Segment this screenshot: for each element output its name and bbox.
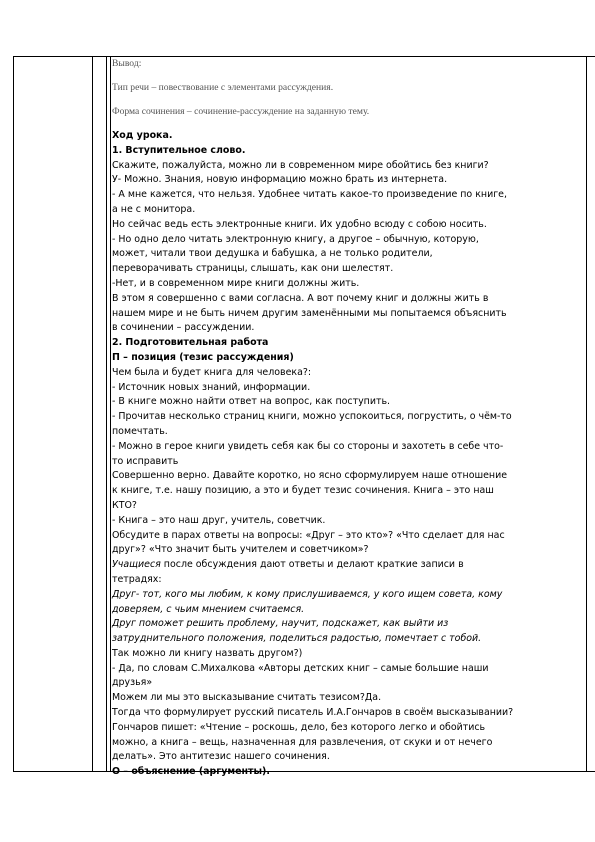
column-divider-1 — [92, 56, 93, 772]
text-line: друзья» — [112, 677, 153, 689]
intro-line: Форма сочинения – сочинение-рассуждение на заданную тему. — [112, 106, 370, 117]
text-span: после обсуждения дают ответы и делают краткие записи в — [160, 559, 464, 571]
text-line: - Источник новых знаний, информации. — [112, 381, 311, 393]
column-divider-4 — [586, 56, 587, 772]
text-line: нашем мире и не быть ничем другим заменёнными мы попытаемся объяснить — [112, 307, 507, 319]
text-line: а не с монитора. — [112, 203, 196, 215]
column-divider-3 — [110, 56, 111, 772]
text-line: - Книга – это наш друг, учитель, советчик. — [112, 514, 326, 526]
table-left-border — [13, 56, 14, 772]
text-line: Друг- тот, кого мы любим, к кому прислушиваемся, у кого ищем совета, кому — [112, 588, 503, 600]
text-line: - А мне кажется, что нельзя. Удобнее читать какое-то произведение по книге, — [112, 189, 507, 201]
text-line: доверяем, с чьим мнением считаемся. — [112, 603, 305, 615]
lesson-text — [112, 129, 582, 780]
text-line: У- Можно. Знания, новую информацию можно брать из интернета. — [112, 174, 448, 186]
text-line: -Нет, и в современном мире книги должны жить. — [112, 277, 360, 289]
text-line: тетрадях: — [112, 573, 162, 585]
text-line: - Прочитав несколько страниц книги, можно успокоиться, погрустить, о чём-то — [112, 411, 512, 423]
text-line: переворачивать страницы, слышать, как они шелестят. — [112, 263, 394, 275]
text-line: затруднительного положения, поделиться радостью, помечтает с тобой. — [112, 633, 482, 645]
text-line: В этом я совершенно с вами согласна. А вот почему книг и должны жить в — [112, 292, 489, 304]
text-line: - Да, по словам С.Михалкова «Авторы детских книг – самые большие наши — [112, 662, 489, 674]
text-line: в сочинении – рассуждении. — [112, 322, 255, 334]
text-line: Ход урока. — [112, 130, 173, 141]
text-line: КТО? — [112, 499, 137, 511]
text-line: П – позиция (тезис рассуждения) — [112, 351, 294, 363]
text-line: помечтать. — [112, 425, 168, 437]
text-line: можно, а книга – вещь, назначенная для развлечения, от скуки и от нечего — [112, 736, 493, 748]
text-line: делать». Это антитезис нашего сочинения. — [112, 751, 330, 763]
text-line: Обсудите в парах ответы на вопросы: «Друг – это кто»? «Что сделает для нас — [112, 529, 505, 541]
text-line: может, читали твои дедушка и бабушка, а не только родители, — [112, 248, 433, 260]
text-line: - Но одно дело читать электронную книгу, а другое – обычную, которую, — [112, 233, 479, 245]
text-line: Можем ли мы это высказывание считать тезисом?Да. — [112, 692, 382, 704]
text-line: Но сейчас ведь есть электронные книги. Их удобно всюду с собою носить. — [112, 218, 487, 230]
column-divider-2 — [106, 56, 107, 772]
text-line: к книге, т.е. нашу позицию, а это и будет тезис сочинения. Книга – это наш — [112, 485, 494, 497]
text-line: - В книге можно найти ответ на вопрос, как поступить. — [112, 396, 391, 408]
text-line: Чем была и будет книга для человека?: — [112, 366, 312, 378]
text-line: Так можно ли книгу назвать другом?) — [112, 647, 303, 659]
intro-line: Тип речи – повествование с элементами рассуждения. — [112, 82, 334, 93]
text-line: Друг поможет решить проблему, научит, подскажет, как выйти из — [112, 618, 449, 630]
text-line: то исправить — [112, 455, 179, 467]
text-span: Учащиеся — [112, 559, 161, 571]
lesson-content — [112, 58, 582, 780]
table-top-border — [13, 56, 595, 57]
text-line: Скажите, пожалуйста, можно ли в современном мире обойтись без книги? — [112, 159, 489, 171]
text-line: Гончаров пишет: «Чтение – роскошь, дело, без которого легко и обойтись — [112, 721, 486, 733]
text-line: - Можно в герое книги увидеть себя как бы со стороны и захотеть в себе что- — [112, 440, 504, 452]
text-line: Совершенно верно. Давайте коротко, но ясно сформулируем наше отношение — [112, 470, 508, 482]
text-line: Тогда что формулирует русский писатель И.А.Гончаров в своём высказывании? — [112, 707, 514, 719]
text-line: 2. Подготовительная работа — [112, 337, 269, 349]
text-line — [112, 558, 582, 573]
text-line: друг»? «Что значит быть учителем и советчиком»? — [112, 544, 369, 556]
text-line: О – объяснение (аргументы). — [112, 766, 270, 778]
intro-line: Вывод: — [112, 58, 142, 69]
text-line: 1. Вступительное слово. — [112, 144, 246, 156]
intro-block — [112, 58, 582, 118]
